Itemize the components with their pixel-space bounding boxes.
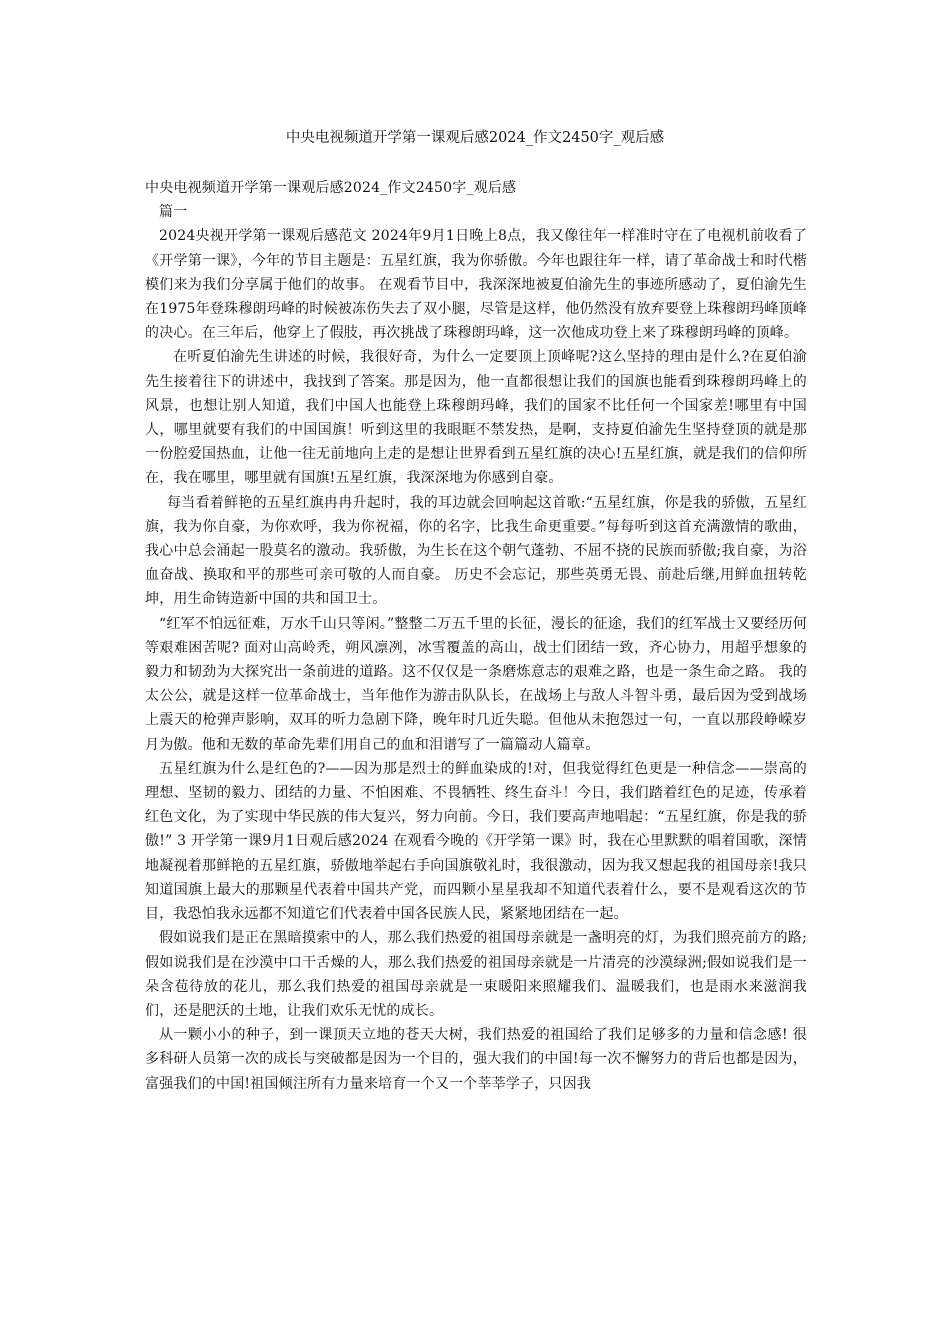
paragraph: 从一颗小小的种子，到一课顶天立地的苍天大树，我们热爱的祖国给了我们足够多的力量和信念感! 很多科研人员第一次的成长与突破都是因为一个目的，强大我们的中国!每一次不懈努力的背后也都是因为，富强我们的中国!祖国倾注所有力量来培育一个又一个莘莘学子，只因我 [145, 1027, 807, 1092]
section-label: 篇一 [159, 204, 188, 221]
document-title: 中央电视频道开学第一课观后感2024_作文2450字_观后感 [285, 130, 665, 146]
article-subtitle: 中央电视频道开学第一课观后感2024_作文2450字_观后感 [145, 180, 517, 196]
paragraph: 2024央视开学第一课观后感范文 2024年9月1日晚上8点，我又像往年一样准时守在了电视机前收看了《开学第一课》，今年的节目主题是：五星红旗，我为你骄傲。今年也跟往年一样，请了革命战士和时代楷模们来为我们分享属于他们的故事。 在观看节目中，我深深地被夏伯渝先生的事迹所感动了，夏伯渝先生在1975年登珠穆朗玛峰的时候被冻伤失去了双小腿，尽管是这样，他仍然没有放弃要登上珠穆朗玛峰顶峰的决心。在三年后，他穿上了假肢，再次挑战了珠穆朗玛峰，这一次他成功登上来了珠穆朗玛峰的顶峰。 [145, 228, 807, 342]
paragraph: 每当看着鲜艳的五星红旗冉冉升起时，我的耳边就会回响起这首歌:“五星红旗，你是我的骄傲，五星红旗，我为你自豪，为你欢呼，我为你祝福，你的名字，比我生命更重要。”每每听到这首充满激情的歌曲，我心中总会涌起一股莫名的激动。我骄傲，为生长在这个朝气蓬勃、不屈不挠的民族而骄傲;我自豪，为浴血奋战、换取和平的那些可亲可敬的人而自豪。 历史不会忘记，那些英勇无畏、前赴后继,用鲜血扭转乾坤，用生命铸造新中国的共和国卫士。 [145, 494, 807, 608]
paragraph: 在听夏伯渝先生讲述的时候，我很好奇，为什么一定要顶上顶峰呢?这么坚持的理由是什么?在夏伯渝先生接着往下的讲述中，我找到了答案。那是因为，他一直都很想让我们的国旗也能看到珠穆朗玛峰上的风景，也想让别人知道，我们中国人也能登上珠穆朗玛峰，我们的国家不比任何一个国家差!哪里有中国人，哪里就要有我们的中国国旗！听到这里的我眼眶不禁发热，是啊，支持夏伯渝先生坚持登顶的就是那一份腔爱国热血，让他一往无前地向上走的是想让世界看到五星红旗的决心!五星红旗，就是我们的信仰所在，我在哪里，哪里就有国旗!五星红旗，我深深地为你感到自豪。 [145, 349, 807, 487]
document-body [145, 176, 807, 1096]
paragraph: 五星红旗为什么是红色的?——因为那是烈士的鲜血染成的!对，但我觉得红色更是一种信念——崇高的理想、坚韧的毅力、团结的力量、不怕困难、不畏牺牲、终生奋斗！今日，我们踏着红色的足迹，传承着红色文化，为了实现中华民族的伟大复兴，努力向前。今日，我们要高声地唱起：“五星红旗，你是我的骄傲!” 3 开学第一课9月1日观后感2024 在观看今晚的《开学第一课》时，我在心里默默的唱着国歌，深情地凝视着那鲜艳的五星红旗，骄傲地举起右手向国旗敬礼时，我很激动，因为我又想起我的祖国母亲!我只知道国旗上最大的那颗星代表着中国共产党，而四颗小星星我却不知道代表着什么，要不是观看这次的节目，我恐怕我永远都不知道它们代表着中国各民族人民，紧紧地团结在一起。 [145, 760, 807, 923]
paragraph: 假如说我们是正在黑暗摸索中的人，那么我们热爱的祖国母亲就是一盏明亮的灯，为我们照亮前方的路;假如说我们是在沙漠中口干舌燥的人，那么我们热爱的祖国母亲就是一片清亮的沙漠绿洲;假如说我们是一朵含苞待放的花儿，那么我们热爱的祖国母亲就是一束暖阳来照耀我们、温暖我们，也是雨水来滋润我们，还是肥沃的土地，让我们欢乐无忧的成长。 [145, 930, 807, 1019]
paragraph: “红军不怕远征难，万水千山只等闲。”整整二万五千里的长征，漫长的征途，我们的红军战士又要经历何等艰难困苦呢? 面对山高岭秃，朔风凛冽，冰雪覆盖的高山，战士们团结一致，齐心协力，用超乎想象的毅力和韧劲为大探究出一条前进的道路。这不仅仅是一条磨炼意志的艰难之路，也是一条生命之路。 我的太公公，就是这样一位革命战士，当年他作为游击队队长，在战场上与敌人斗智斗勇，最后因为受到战场上震天的枪弹声影响，双耳的听力急剧下降，晚年时几近失聪。但他从未抱怨过一句，一直以那段峥嵘岁月为傲。他和无数的革命先辈们用自己的血和泪谱写了一篇篇动人篇章。 [145, 615, 807, 753]
